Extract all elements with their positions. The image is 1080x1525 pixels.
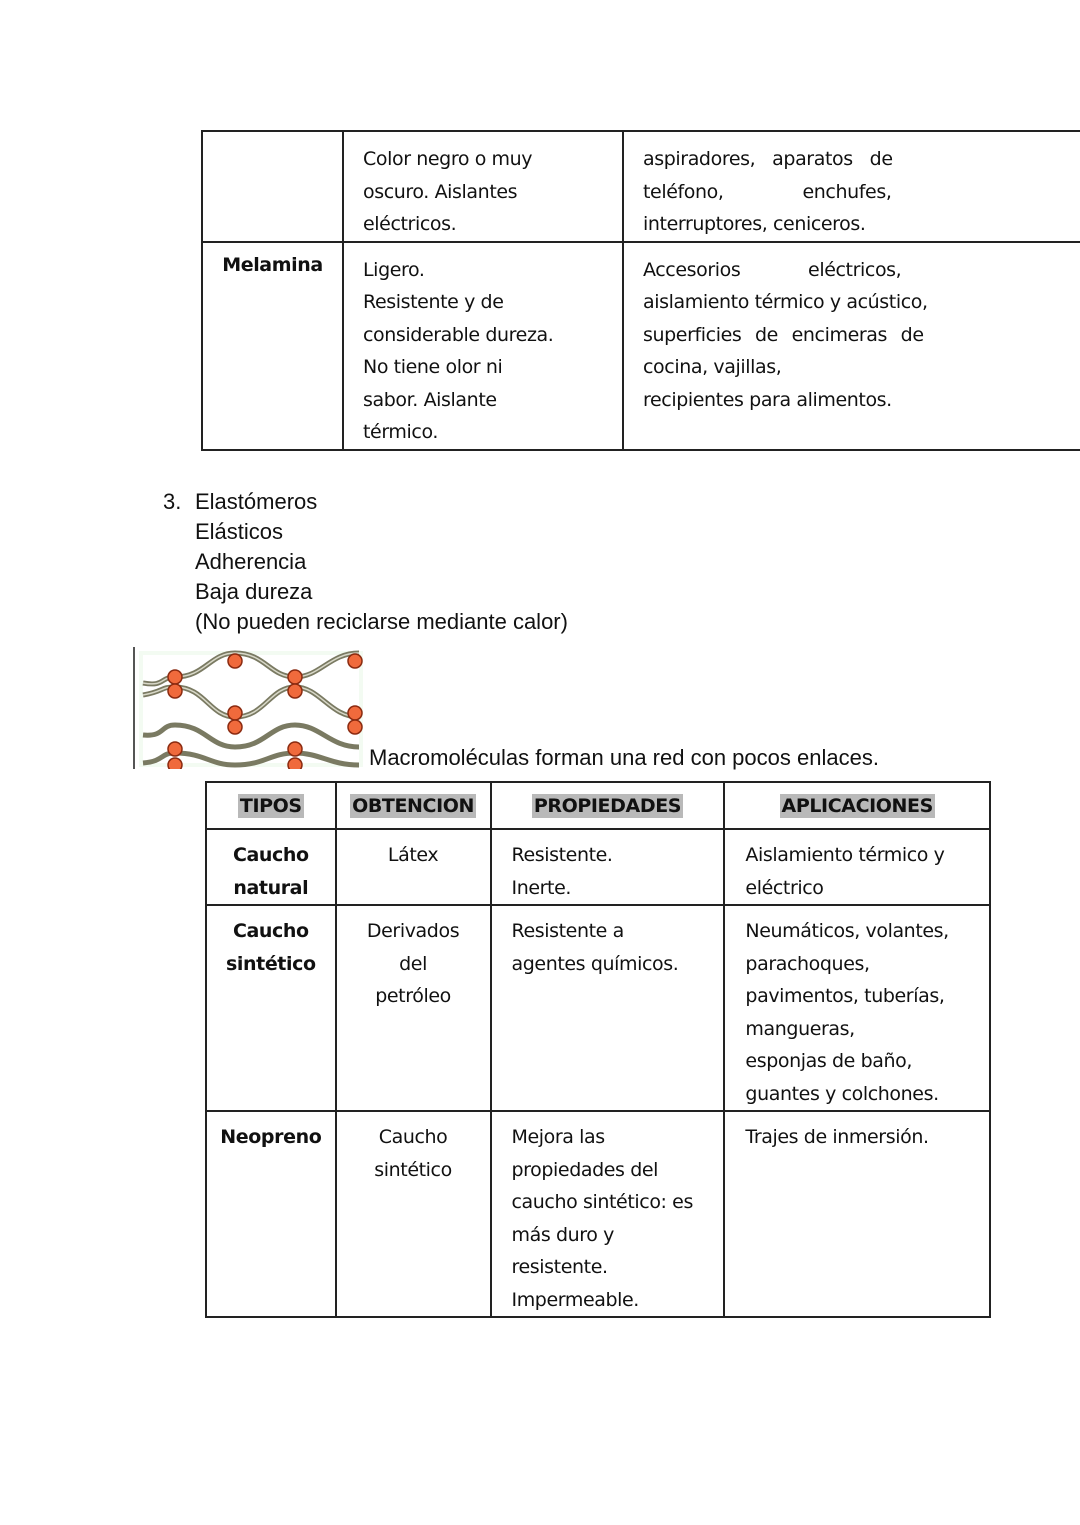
section-title: Elastómeros <box>195 489 318 514</box>
applications-cell: aspiradores, aparatos de teléfono, enchufes, interruptores, ceniceros. <box>623 131 1080 242</box>
column-header-propiedades: PROPIEDADES <box>533 794 682 817</box>
applications-cell: Neumáticos, volantes, parachoques, pavimentos, tuberías, mangueras, esponjas de baño, guantes y colchones. <box>724 905 990 1111</box>
figure-caption: Macromoléculas forman una red con pocos enlaces. <box>369 745 879 770</box>
type-cell <box>202 131 343 242</box>
property-line: (No pueden reciclarse mediante calor) <box>195 609 568 634</box>
column-header-aplicaciones: APLICACIONES <box>781 794 933 817</box>
table-row <box>206 829 990 905</box>
header-cell <box>491 782 725 829</box>
type-cell: Caucho natural <box>206 829 336 905</box>
table-row <box>202 131 1080 242</box>
section-number: 3. <box>163 489 182 514</box>
applications-cell: Trajes de inmersión. <box>724 1111 990 1317</box>
column-header-tipos: TIPOS <box>239 794 302 817</box>
applications-cell: Aislamiento térmico y eléctrico <box>724 829 990 905</box>
applications-cell: Accesorios eléctricos, aislamiento térmico y acústico, superficies de encimeras de cocina, vajillas, recipientes para alimentos. <box>623 242 1080 450</box>
header-cell <box>724 782 990 829</box>
polymer-network-figure <box>133 647 363 769</box>
thermoset-table <box>201 130 1080 451</box>
table-row <box>202 242 1080 450</box>
table-row <box>206 905 990 1111</box>
elastomers-section <box>163 487 568 637</box>
elastomers-table <box>205 781 991 1318</box>
source-cell: Látex <box>336 829 491 905</box>
properties-cell: Ligero. Resistente y de considerable dureza. No tiene olor ni sabor. Aislante térmico. <box>343 242 623 450</box>
properties-cell: Resistente. Inerte. <box>491 829 725 905</box>
source-cell: Derivados del petróleo <box>336 905 491 1111</box>
property-line: Adherencia <box>195 549 307 574</box>
properties-cell: Color negro o muy oscuro. Aislantes eléctricos. <box>343 131 623 242</box>
header-cell <box>336 782 491 829</box>
type-cell: Neopreno <box>206 1111 336 1317</box>
source-cell: Caucho sintético <box>336 1111 491 1317</box>
table-header-row <box>206 782 990 829</box>
column-header-obtencion: OBTENCION <box>352 794 475 817</box>
type-cell: Melamina <box>202 242 343 450</box>
header-cell <box>206 782 336 829</box>
property-line: Elásticos <box>195 519 284 544</box>
polymer-network-icon <box>135 647 363 769</box>
table-row <box>206 1111 990 1317</box>
properties-cell: Mejora las propiedades del caucho sintético: es más duro y resistente. Impermeable. <box>491 1111 725 1317</box>
type-cell: Caucho sintético <box>206 905 336 1111</box>
properties-cell: Resistente a agentes químicos. <box>491 905 725 1111</box>
property-line: Baja dureza <box>195 579 313 604</box>
